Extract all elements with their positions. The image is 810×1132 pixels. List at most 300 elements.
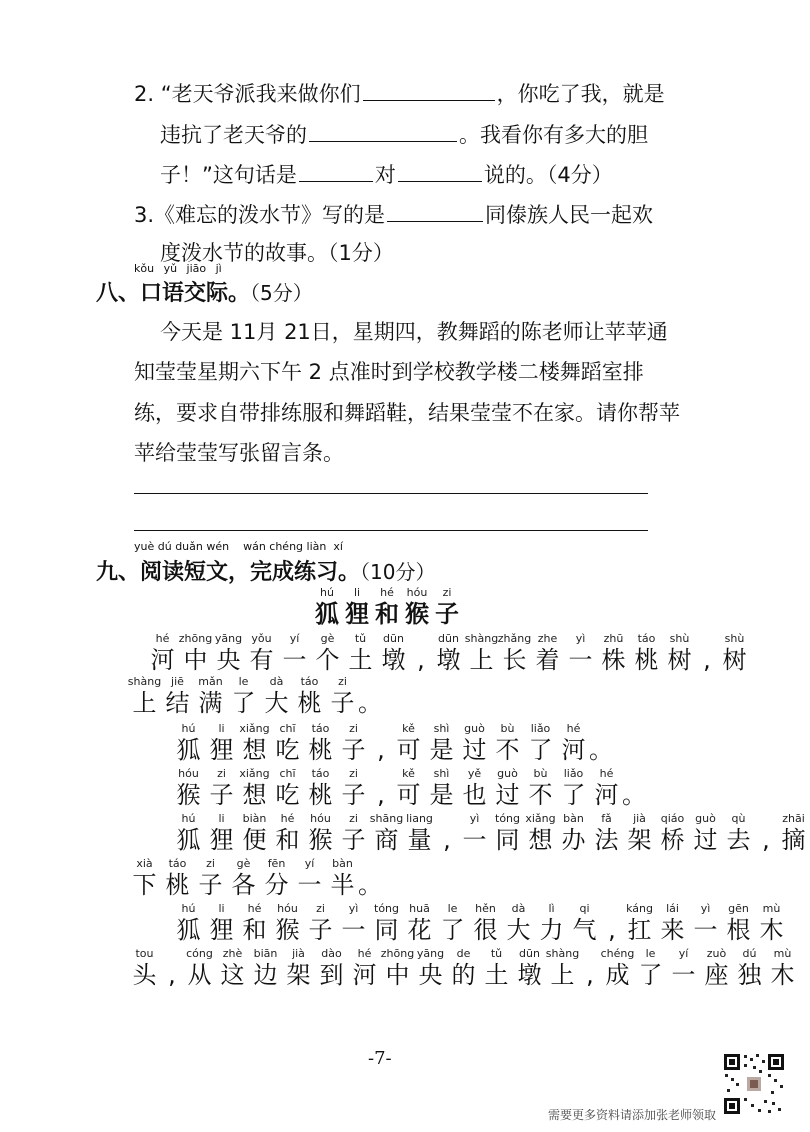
hanzi: 量 [407, 826, 432, 854]
hanzi: 了 [638, 961, 663, 989]
hanzi: 河 [352, 961, 377, 989]
hanzi-with-pinyin [312, 586, 342, 629]
pinyin: yě [467, 767, 482, 780]
pinyin: jià [292, 947, 305, 960]
hanzi-with-pinyin [344, 632, 377, 675]
pinyin: gēn [728, 902, 749, 915]
hanzi: 猴 [176, 781, 201, 809]
hanzi: 满 [198, 689, 223, 717]
pinyin: xiǎng [239, 767, 270, 780]
hanzi-with-pinyin [564, 632, 597, 675]
q2-blank-4[interactable] [398, 161, 482, 182]
hanzi-with-pinyin [205, 767, 238, 810]
hanzi: 的 [451, 961, 476, 989]
pinyin: shàng [464, 632, 499, 645]
pinyin: qù [731, 812, 746, 825]
pinyin: dūn [519, 947, 540, 960]
hanzi: 去 [726, 826, 751, 854]
pinyin: zi [349, 722, 358, 735]
hanzi-with-pinyin [623, 902, 656, 945]
pinyin: shù [669, 632, 690, 645]
sec8-title: 八、口语交际。 [96, 281, 251, 306]
pinyin: zhōng [178, 632, 213, 645]
hanzi-with-pinyin [568, 902, 601, 945]
hanzi: 有 [249, 646, 274, 674]
hanzi: 子 [308, 916, 333, 944]
pinyin: hóu [277, 902, 298, 915]
hanzi-with-pinyin [498, 632, 531, 675]
hanzi: 了 [561, 781, 586, 809]
hanzi-with-pinyin [425, 722, 458, 765]
hanzi-with-pinyin [597, 632, 630, 675]
hanzi-with-pinyin [718, 632, 751, 675]
hanzi: 子 [330, 689, 355, 717]
hanzi-with-pinyin [458, 812, 491, 855]
hanzi: 各 [231, 871, 256, 899]
hanzi: 了 [440, 916, 465, 944]
punctuation [579, 947, 601, 990]
hanzi: 上 [132, 689, 157, 717]
hanzi: 墩 [517, 961, 542, 989]
hanzi: 力 [539, 916, 564, 944]
hanzi: 扛 [627, 916, 652, 944]
hanzi-with-pinyin [304, 902, 337, 945]
hanzi: 吃 [275, 781, 300, 809]
hanzi: 桃 [308, 781, 333, 809]
pinyin: yì [469, 812, 480, 825]
hanzi-with-pinyin [634, 947, 667, 990]
hanzi-with-pinyin [403, 812, 436, 855]
pinyin: zhū [603, 632, 624, 645]
hanzi: 过 [462, 736, 487, 764]
hanzi: 一 [462, 826, 487, 854]
punctuation [590, 722, 612, 765]
hanzi-with-pinyin [480, 947, 513, 990]
hanzi: 央 [418, 961, 443, 989]
punctuation-mark: , [417, 646, 425, 674]
pinyin: chéng [600, 947, 635, 960]
hanzi: 土 [348, 646, 373, 674]
hanzi: 一 [671, 961, 696, 989]
hanzi: 着 [535, 646, 560, 674]
q2-text-3a: 子！”这句话是 [160, 163, 297, 187]
pinyin: hé [280, 812, 295, 825]
pinyin: káng [626, 902, 653, 915]
hanzi-with-pinyin [271, 812, 304, 855]
story-line-2 [128, 675, 381, 718]
hanzi-with-pinyin [436, 902, 469, 945]
hanzi-with-pinyin [465, 632, 498, 675]
punctuation [436, 812, 458, 855]
hanzi-with-pinyin [282, 947, 315, 990]
punctuation [370, 722, 392, 765]
hanzi: 很 [473, 916, 498, 944]
pinyin: zhōng [380, 947, 415, 960]
hanzi: 桥 [660, 826, 685, 854]
hanzi-with-pinyin [458, 767, 491, 810]
hanzi-with-pinyin [656, 902, 689, 945]
pinyin: hú [181, 722, 196, 735]
hanzi-with-pinyin [205, 722, 238, 765]
sec8-para-2: 知莹莹星期六下午 2 点准时到学校教学楼二楼舞蹈室排 [134, 360, 644, 384]
hanzi: 木 [759, 916, 784, 944]
pinyin: dà [511, 902, 526, 915]
hanzi: 摘 [781, 826, 806, 854]
pinyin: bàn [332, 857, 353, 870]
hanzi-with-pinyin [667, 947, 700, 990]
hanzi: 可 [396, 781, 421, 809]
pinyin: zhǎng [497, 632, 532, 645]
pinyin: mù [762, 902, 781, 915]
hanzi-with-pinyin [755, 902, 788, 945]
hanzi-with-pinyin [403, 902, 436, 945]
hanzi: 一 [297, 871, 322, 899]
hanzi-with-pinyin [337, 722, 370, 765]
pinyin: hé [357, 947, 372, 960]
pinyin: shù [724, 632, 745, 645]
pinyin: dà [269, 675, 284, 688]
hanzi: 和 [242, 916, 267, 944]
pinyin: hěn [475, 902, 496, 915]
hanzi: 从 [187, 961, 212, 989]
hanzi-with-pinyin [469, 902, 502, 945]
q2-text-3b: 对 [374, 163, 396, 187]
story-line-8 [128, 947, 799, 990]
hanzi: 大 [506, 916, 531, 944]
pinyin: chī [279, 767, 296, 780]
hanzi: 猴 [405, 600, 429, 628]
q2-blank-3[interactable] [299, 161, 373, 182]
story-line-6 [128, 857, 381, 900]
hanzi: 商 [374, 826, 399, 854]
hanzi: 不 [528, 781, 553, 809]
pinyin: táo [300, 675, 319, 688]
hanzi-with-pinyin [372, 586, 402, 629]
hanzi-with-pinyin [590, 767, 623, 810]
hanzi-with-pinyin [524, 722, 557, 765]
pinyin: shāng [369, 812, 404, 825]
punctuation-mark: 。 [358, 689, 382, 717]
hanzi: 是 [429, 736, 454, 764]
pinyin: xià [136, 857, 153, 870]
pinyin: biān [253, 947, 278, 960]
pinyin: táo [311, 767, 330, 780]
hanzi-with-pinyin [524, 767, 557, 810]
hanzi-with-pinyin [557, 722, 590, 765]
hanzi-with-pinyin [304, 722, 337, 765]
punctuation [601, 902, 623, 945]
story-line-4 [172, 767, 645, 810]
hanzi-with-pinyin [238, 902, 271, 945]
hanzi: 办 [561, 826, 586, 854]
hanzi: 长 [502, 646, 527, 674]
pinyin: hóu [178, 767, 199, 780]
hanzi-with-pinyin [271, 722, 304, 765]
pinyin: shàng [127, 675, 162, 688]
pinyin: yí [678, 947, 689, 960]
hanzi-with-pinyin [304, 812, 337, 855]
q3-blank-1[interactable] [387, 201, 483, 222]
hanzi: 根 [726, 916, 751, 944]
pinyin: zhè [222, 947, 243, 960]
pinyin: táo [168, 857, 187, 870]
punctuation-mark: , [703, 646, 711, 674]
q2-line-3 [160, 161, 613, 188]
pinyin: bàn [563, 812, 584, 825]
hanzi-with-pinyin [425, 767, 458, 810]
hanzi: 和 [275, 826, 300, 854]
hanzi: 猴 [308, 826, 333, 854]
q2-line-1 [134, 80, 665, 107]
hanzi: 想 [528, 826, 553, 854]
hanzi-with-pinyin [491, 722, 524, 765]
hanzi-with-pinyin [546, 947, 579, 990]
hanzi-with-pinyin [766, 947, 799, 990]
hanzi: 半 [330, 871, 355, 899]
pinyin: zuò [706, 947, 727, 960]
q3-text-1b: 同傣族人民一起欢 [485, 203, 654, 227]
hanzi: 不 [495, 736, 520, 764]
hanzi: 独 [737, 961, 762, 989]
punctuation-mark: 。 [589, 736, 613, 764]
pinyin: zi [338, 675, 347, 688]
pinyin: hé [566, 722, 581, 735]
pinyin: xiǎng [239, 722, 270, 735]
q2-text-1b: ，你吃了我，就是 [496, 82, 665, 106]
hanzi-with-pinyin [342, 586, 372, 629]
hanzi-with-pinyin [370, 812, 403, 855]
punctuation [359, 857, 381, 900]
hanzi-with-pinyin [458, 722, 491, 765]
hanzi: 了 [528, 736, 553, 764]
pinyin: mù [773, 947, 792, 960]
hanzi: 上 [550, 961, 575, 989]
pinyin: yì [348, 902, 359, 915]
hanzi: 狸 [209, 916, 234, 944]
q2-blank-1[interactable] [363, 80, 495, 101]
hanzi: 同 [374, 916, 399, 944]
hanzi-with-pinyin [663, 632, 696, 675]
pinyin: qi [579, 902, 590, 915]
hanzi: 子 [209, 781, 234, 809]
hanzi-with-pinyin [491, 767, 524, 810]
pinyin: zhe [537, 632, 558, 645]
hanzi: 了 [231, 689, 256, 717]
punctuation-mark: , [377, 736, 385, 764]
pinyin: hú [320, 586, 334, 599]
pinyin: mǎn [198, 675, 223, 688]
hanzi-with-pinyin [128, 947, 161, 990]
hanzi: 树 [722, 646, 747, 674]
hanzi-with-pinyin [238, 812, 271, 855]
pinyin: tǔ [490, 947, 503, 960]
hanzi-with-pinyin [348, 947, 381, 990]
pinyin: hóu [310, 812, 331, 825]
sec9-heading [96, 555, 435, 586]
hanzi-with-pinyin [524, 812, 557, 855]
hanzi-with-pinyin [260, 857, 293, 900]
hanzi: 狐 [176, 736, 201, 764]
hanzi-with-pinyin [381, 947, 414, 990]
answer-line-1[interactable] [134, 493, 648, 494]
hanzi-with-pinyin [161, 675, 194, 718]
pinyin: hú [181, 812, 196, 825]
hanzi-with-pinyin [689, 812, 722, 855]
hanzi: 气 [572, 916, 597, 944]
hanzi: 桃 [634, 646, 659, 674]
hanzi: 木 [770, 961, 795, 989]
pinyin: biàn [242, 812, 267, 825]
hanzi-with-pinyin [315, 947, 348, 990]
pinyin: xiǎng [525, 812, 556, 825]
hanzi-with-pinyin [402, 586, 432, 629]
hanzi: 想 [242, 736, 267, 764]
hanzi: 个 [315, 646, 340, 674]
hanzi: 一 [568, 646, 593, 674]
hanzi-with-pinyin [656, 812, 689, 855]
pinyin: li [353, 586, 361, 599]
hanzi: 一 [282, 646, 307, 674]
pinyin: kě [402, 767, 415, 780]
hanzi-with-pinyin [531, 632, 564, 675]
punctuation-mark: , [168, 961, 176, 989]
hanzi-with-pinyin [179, 632, 212, 675]
hanzi-with-pinyin [194, 675, 227, 718]
punctuation-mark: 。 [622, 781, 646, 809]
pinyin: guò [695, 812, 716, 825]
punctuation [696, 632, 718, 675]
pinyin: bù [533, 767, 548, 780]
pinyin: yāng [416, 947, 445, 960]
q2-blank-2[interactable] [309, 121, 457, 142]
hanzi: 中 [183, 646, 208, 674]
pinyin: dào [321, 947, 342, 960]
hanzi-with-pinyin [700, 947, 733, 990]
hanzi: 河 [594, 781, 619, 809]
pinyin: hóu [406, 586, 428, 599]
hanzi-with-pinyin [557, 812, 590, 855]
hanzi: 是 [429, 781, 454, 809]
hanzi-with-pinyin [260, 675, 293, 718]
hanzi: 这 [220, 961, 245, 989]
sec8-para-3: 练，要求自带排练服和舞蹈鞋，结果莹莹不在家。请你帮苹 [134, 401, 680, 425]
answer-line-2[interactable] [134, 530, 648, 531]
hanzi-with-pinyin [377, 632, 410, 675]
hanzi: 到 [319, 961, 344, 989]
hanzi-with-pinyin [326, 675, 359, 718]
hanzi: 央 [216, 646, 241, 674]
pinyin: liǎo [530, 722, 551, 735]
pinyin: shì [433, 767, 450, 780]
hanzi-with-pinyin [249, 947, 282, 990]
hanzi-with-pinyin [414, 947, 447, 990]
punctuation [623, 767, 645, 810]
pinyin: tóng [374, 902, 399, 915]
pinyin: le [447, 902, 458, 915]
hanzi: 花 [407, 916, 432, 944]
pinyin: yāng [214, 632, 243, 645]
punctuation-mark: , [377, 781, 385, 809]
q2-text-2b: 。我看你有多大的胆 [459, 123, 648, 147]
pinyin: jià [633, 812, 646, 825]
pinyin: zi [206, 857, 215, 870]
hanzi: 狐 [315, 600, 339, 628]
hanzi: 吃 [275, 736, 300, 764]
sec9-title: 九、阅读短文，完成练习。 [96, 560, 361, 585]
hanzi: 下 [132, 871, 157, 899]
hanzi: 河 [561, 736, 586, 764]
hanzi: 同 [495, 826, 520, 854]
pinyin: le [645, 947, 656, 960]
sec9-score: （10分） [360, 560, 436, 584]
pinyin: gè [320, 632, 335, 645]
hanzi: 子 [198, 871, 223, 899]
hanzi-with-pinyin [326, 857, 359, 900]
pinyin: zi [316, 902, 325, 915]
hanzi-with-pinyin [227, 675, 260, 718]
hanzi-with-pinyin [293, 857, 326, 900]
hanzi: 边 [253, 961, 278, 989]
hanzi-with-pinyin [722, 902, 755, 945]
q2-text-3c: 说的。（4分） [483, 163, 613, 187]
hanzi-with-pinyin [337, 902, 370, 945]
hanzi-with-pinyin [447, 947, 480, 990]
pinyin: liǎo [563, 767, 584, 780]
q2-line-2 [160, 121, 648, 148]
pinyin: cóng [186, 947, 213, 960]
hanzi: 法 [594, 826, 619, 854]
hanzi-with-pinyin [172, 902, 205, 945]
sec8-pinyin: kǒu yǔ jiāo jì [134, 262, 222, 275]
pinyin: zi [217, 767, 226, 780]
hanzi: 桃 [308, 736, 333, 764]
hanzi-with-pinyin [590, 812, 623, 855]
q2-text-2a: 违抗了老天爷的 [160, 123, 307, 147]
hanzi: 桃 [297, 689, 322, 717]
punctuation-mark: , [608, 916, 616, 944]
sec8-para-4: 苹给莹莹写张留言条。 [134, 441, 344, 465]
pinyin: zhāi [782, 812, 805, 825]
punctuation-mark: , [762, 826, 770, 854]
hanzi: 想 [242, 781, 267, 809]
pinyin: táo [637, 632, 656, 645]
hanzi-with-pinyin [491, 812, 524, 855]
pinyin: tou [135, 947, 154, 960]
hanzi: 大 [264, 689, 289, 717]
hanzi-with-pinyin [630, 632, 663, 675]
pinyin: liang [406, 812, 433, 825]
hanzi-with-pinyin [777, 812, 810, 855]
hanzi-with-pinyin [337, 767, 370, 810]
pinyin: yí [304, 857, 315, 870]
hanzi: 过 [495, 781, 520, 809]
pinyin: yì [575, 632, 586, 645]
hanzi-with-pinyin [278, 632, 311, 675]
punctuation [370, 767, 392, 810]
hanzi: 头 [132, 961, 157, 989]
hanzi-with-pinyin [172, 812, 205, 855]
hanzi-with-pinyin [146, 632, 179, 675]
q3-text-1a: 3.《难忘的泼水节》写的是 [134, 203, 386, 227]
pinyin: zi [442, 586, 452, 599]
hanzi-with-pinyin [128, 857, 161, 900]
hanzi-with-pinyin [304, 767, 337, 810]
pinyin: yì [700, 902, 711, 915]
punctuation [410, 632, 432, 675]
pinyin: hé [380, 586, 394, 599]
pinyin: kě [402, 722, 415, 735]
pinyin: li [218, 722, 225, 735]
